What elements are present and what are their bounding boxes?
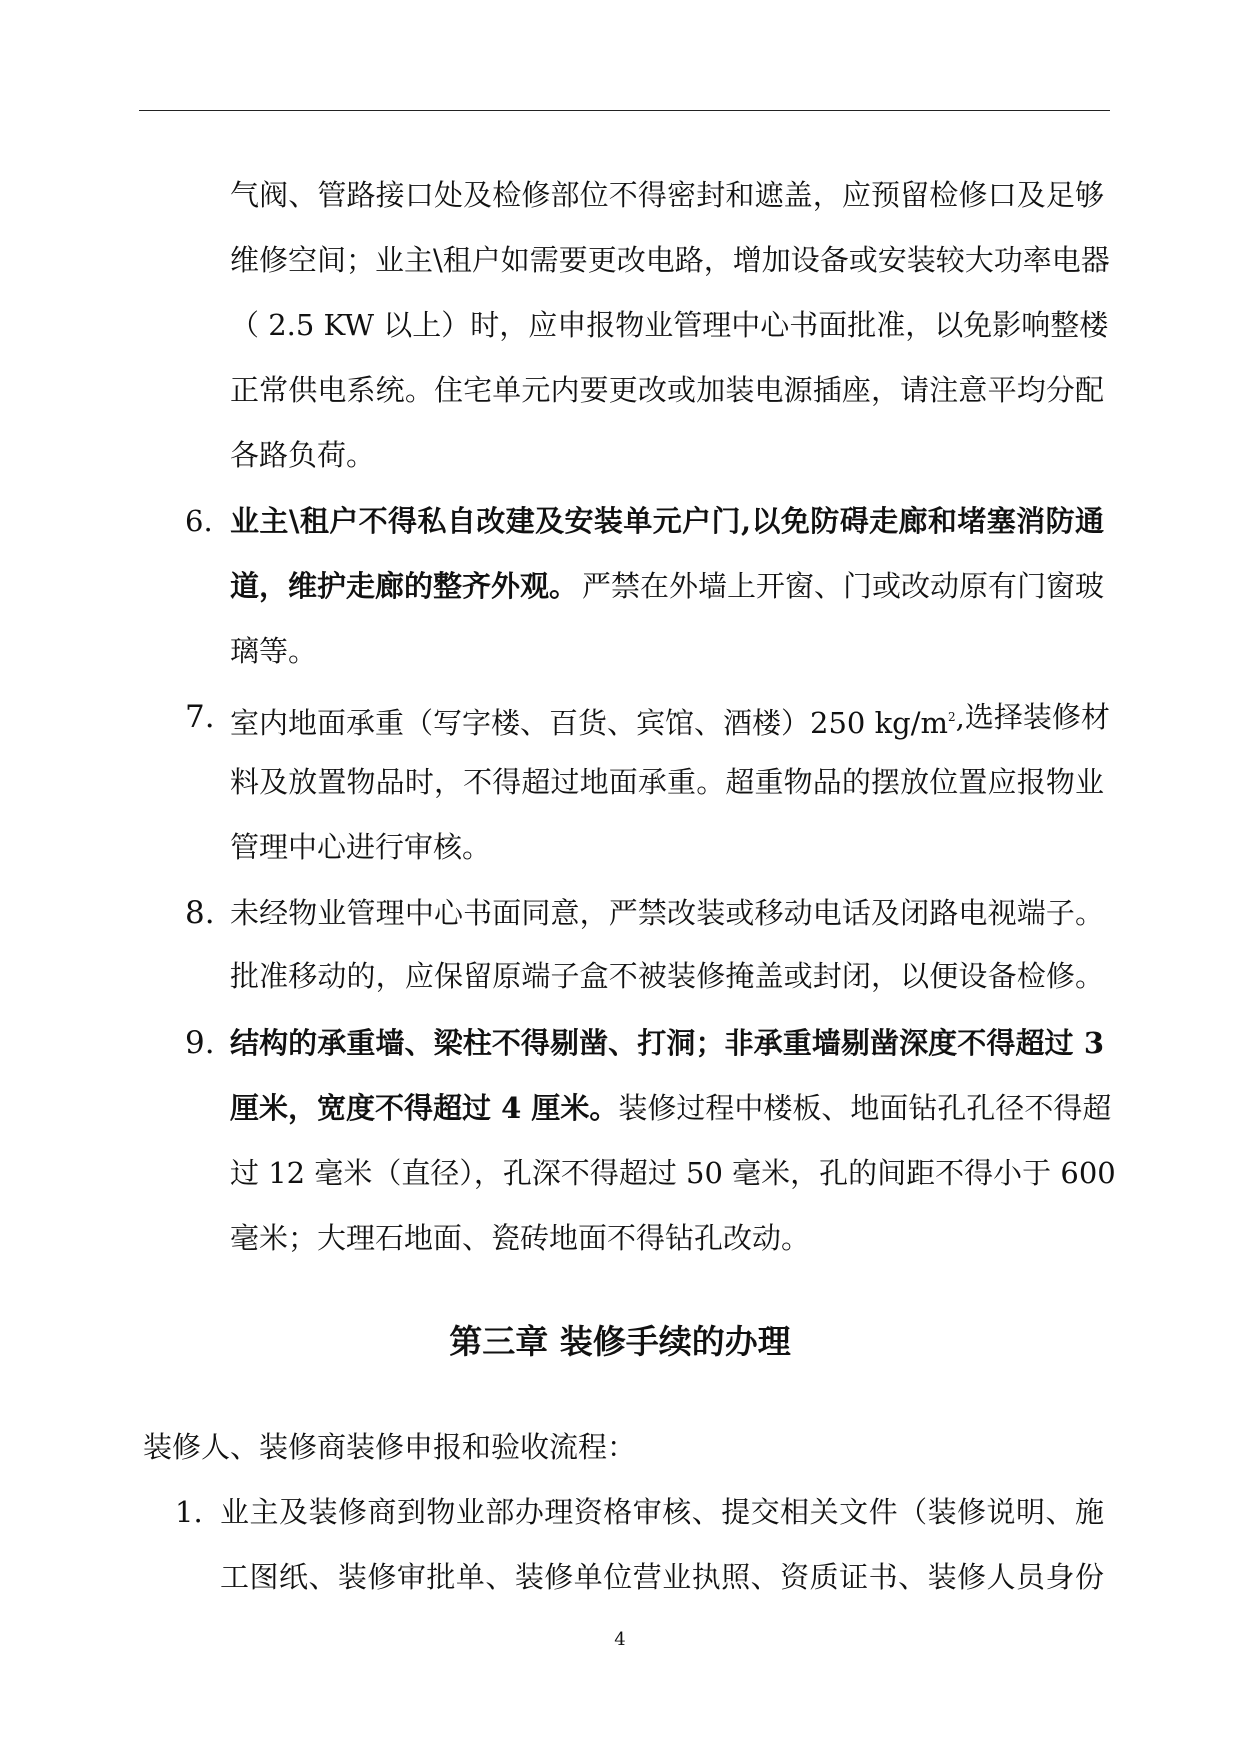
paragraph-line: （ 2.5 KW 以上）时，应申报物业管理中心书面批准，以免影响整楼	[230, 308, 1109, 342]
item-7-line-1	[230, 697, 1110, 743]
item-9-text: 装修过程中楼板、地面钻孔孔径不得超	[618, 1091, 1112, 1125]
paragraph-line: 各路负荷。	[230, 438, 376, 472]
chapter-title: 第三章 装修手续的办理	[449, 1322, 791, 1361]
item-9-bold-text: 厘米，宽度不得超过 4 厘米。	[230, 1091, 619, 1125]
item-9-line-1: 结构的承重墙、梁柱不得剔凿、打洞；非承重墙剔凿深度不得超过 3	[230, 1026, 1104, 1060]
list-number: 1.	[175, 1495, 203, 1529]
item-9-line-3: 过 12 毫米（直径），孔深不得超过 50 毫米，孔的间距不得小于 600	[230, 1156, 1116, 1190]
item-6-line-3: 璃等。	[230, 634, 318, 668]
flow-1-line-2: 工图纸、装修审批单、装修单位营业执照、资质证书、装修人员身份	[220, 1560, 1104, 1594]
item-8-line-2: 批准移动的，应保留原端子盒不被装修掩盖或封闭，以便设备检修。	[230, 959, 1104, 993]
item-6-bold-text: 道，维护走廊的整齐外观。	[230, 569, 579, 603]
list-number: 6.	[185, 504, 213, 538]
paragraph-line: 气阀、管路接口处及检修部位不得密封和遮盖，应预留检修口及足够	[230, 178, 1104, 212]
item-9-line-2	[230, 1088, 1112, 1128]
list-number: 7.	[185, 699, 215, 735]
page-number: 4	[614, 1629, 626, 1650]
item-8-line-1: 未经物业管理中心书面同意，严禁改装或移动电话及闭路电视端子。	[230, 896, 1104, 930]
flow-1-line-1: 业主及装修商到物业部办理资格审核、提交相关文件（装修说明、施	[220, 1495, 1104, 1529]
item-6-line-1: 业主\租户不得私自改建及安装单元户门,以免防碍走廊和堵塞消防通	[230, 504, 1104, 538]
item-6-line-2	[230, 566, 1104, 606]
header-rule	[139, 110, 1110, 111]
superscript: 2	[947, 710, 956, 724]
paragraph-line: 维修空间；业主\租户如需要更改电路，增加设备或安装较大功率电器	[230, 243, 1110, 277]
item-7-text-a: 室内地面承重（写字楼、百货、宾馆、酒楼）250 kg/m	[230, 706, 948, 740]
item-7-text	[230, 697, 956, 743]
paragraph-line: 正常供电系统。住宅单元内要更改或加装电源插座，请注意平均分配	[230, 373, 1104, 407]
list-number: 9.	[185, 1025, 215, 1061]
intro-text: 装修人、装修商装修申报和验收流程：	[143, 1430, 637, 1464]
item-9-line-4: 毫米；大理石地面、瓷砖地面不得钻孔改动。	[230, 1221, 811, 1255]
item-7-line-2: 料及放置物品时，不得超过地面承重。超重物品的摆放位置应报物业	[230, 765, 1104, 799]
item-6-text: 严禁在外墙上开窗、门或改动原有门窗玻	[581, 569, 1104, 603]
item-7-text-b: ,选择装修材	[955, 700, 1110, 734]
list-number: 8.	[185, 895, 215, 931]
item-7-line-3: 管理中心进行审核。	[230, 830, 492, 864]
